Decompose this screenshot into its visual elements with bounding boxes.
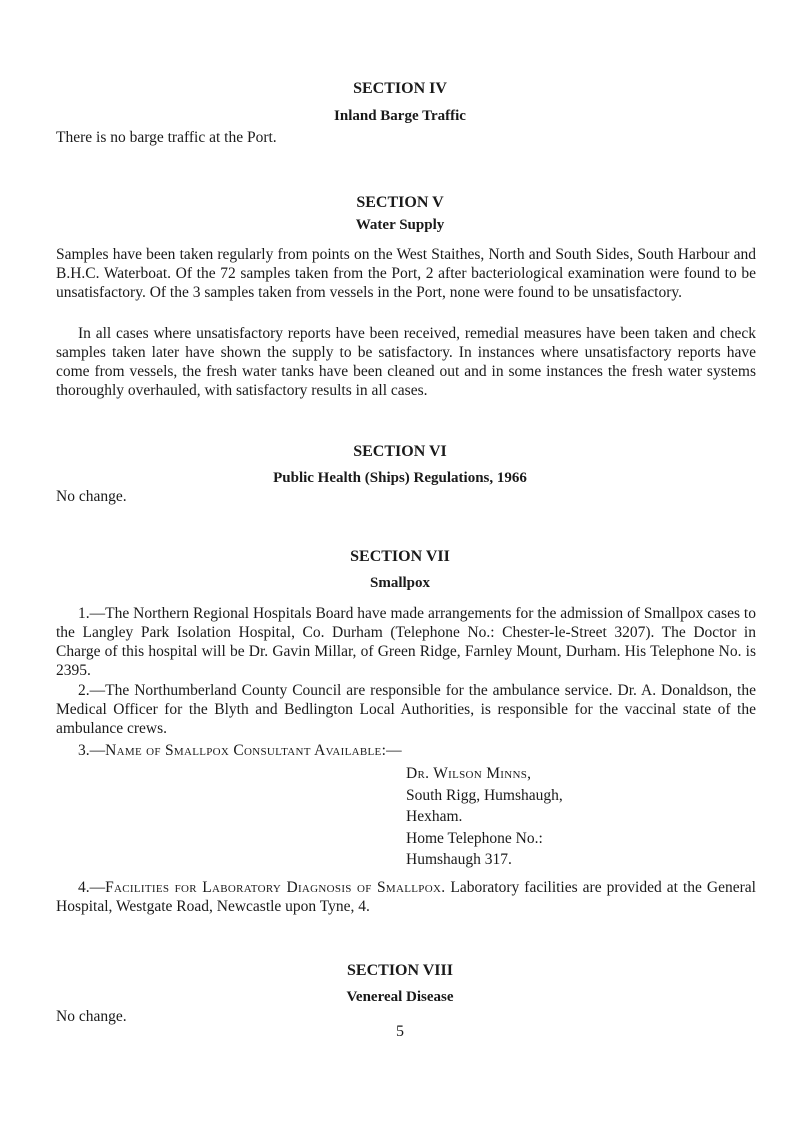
page-number: 5 [396,1023,404,1040]
section-vii-title: SECTION VII [350,548,450,565]
section-viii-text: No change. [56,1008,127,1025]
section-vi-subtitle: Public Health (Ships) Regulations, 1966 [273,470,527,486]
section-vi-title: SECTION VI [353,443,447,460]
telephone-label: Home Telephone No.: [406,829,543,847]
section-iv-subtitle: Inland Barge Traffic [334,108,466,124]
paragraph-4-number: 4.— [78,879,106,896]
section-vii-paragraph-1: 1.—The Northern Regional Hospitals Board have made arrangements for the admission of Smallpox cases to the Langley Park Isolation Hospital, Co. Durham (Telephone No.: Chester-le-Street 3207). The Doctor in Charge of this hospital will be Dr. Gavin Millar, of Green Ridge, Farnley Mount, Durham. His Telephone No. is 2395. [56,605,756,679]
section-viii-subtitle: Venereal Disease [346,989,454,1005]
paragraph-3-number: 3.— [78,742,106,759]
section-v-paragraph-1: Samples have been taken regularly from points on the West Staithes, North and South Sides, South Harbour and B.H.C. Waterboat. Of the 72 samples taken from the Port, 2 after bacteriological examination were found to be unsatisfactory. Of the 3 samples taken from vessels in the Port, none were found to be unsatisfactory. [56,246,756,301]
section-vi-text: No change. [56,488,127,505]
telephone-number: Humshaugh 317. [406,851,512,868]
section-vii-paragraph-2: 2.—The Northumberland County Council are responsible for the ambulance service. Dr. A. Donaldson, the Medical Officer for the Blyth and Bedlington Local Authorities, is responsible for the vaccinal state of the ambulance crews. [56,682,756,737]
smallpox-consultant-heading: Name of Smallpox Consultant Available:— [105,742,402,759]
section-iv-title: SECTION IV [353,80,447,97]
section-v-title: SECTION V [356,194,444,211]
consultant-name: Dr. Wilson Minns, [406,765,532,782]
section-iv-text: There is no barge traffic at the Port. [56,129,277,146]
section-v-paragraph-2: In all cases where unsatisfactory reports have been received, remedial measures have been taken and check samples taken later have shown the supply to be satisfactory. In instances where unsatisfactory reports have come from vessels, the fresh water tanks have been cleaned out and in some instances the fresh water systems thoroughly overhauled, with satisfactory results in all cases. [56,325,756,399]
address-line-2: Hexham. [406,808,463,825]
consultant-address [406,763,756,871]
section-v-subtitle: Water Supply [355,217,445,233]
address-line-1: South Rigg, Humshaugh, [406,786,563,804]
section-viii-title: SECTION VIII [347,962,453,979]
section-vii-paragraph-4 [56,878,756,916]
laboratory-diagnosis-text: Laboratory facilities are provided at the General Hospital, Westgate Road, Newcastle upon Tyne, 4. [56,879,756,915]
section-vii-paragraph-3 [78,741,758,760]
laboratory-diagnosis-heading: Facilities for Laboratory Diagnosis of Smallpox. [105,879,446,896]
section-vii-subtitle: Smallpox [369,575,430,591]
